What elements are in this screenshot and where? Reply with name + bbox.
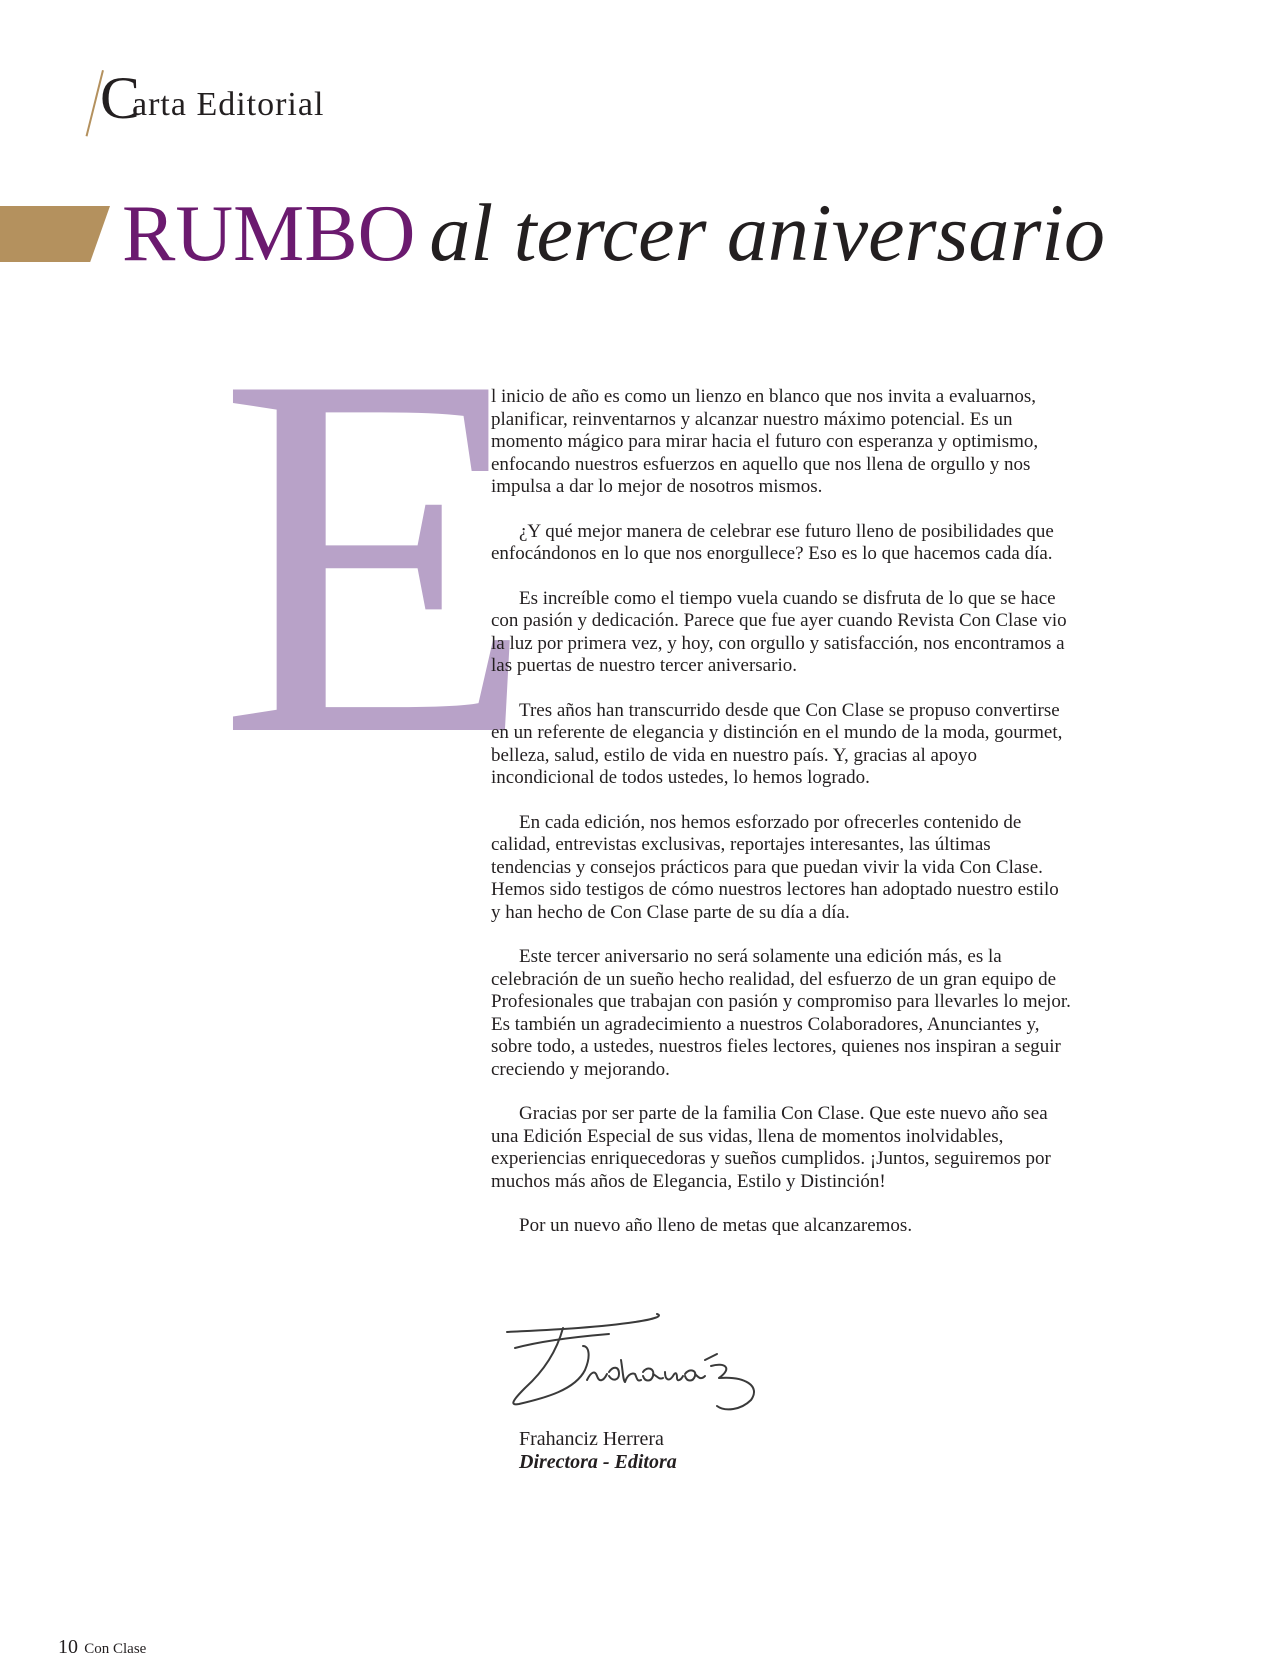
article-paragraph: Tres años han transcurrido desde que Con Clase se propuso convertirse en un referente de elegancia y distinción en el mundo de la moda, gourmet, belleza, salud, estilo de vida en nuestro país. Y, gracias al apoyo incondicional de todos ustedes, lo hemos logrado. bbox=[491, 699, 1063, 788]
section-header bbox=[92, 64, 392, 140]
section-header-initial: C bbox=[100, 65, 141, 131]
page-number: 10 bbox=[58, 1636, 78, 1658]
article-paragraph: ¿Y qué mejor manera de celebrar ese futuro lleno de posibilidades que enfocándonos en lo que nos enorgullece? Eso es lo que hacemos cada día. bbox=[491, 520, 1054, 564]
headline-accent-bar bbox=[0, 206, 110, 262]
article-paragraph: Por un nuevo año lleno de metas que alcanzaremos. bbox=[519, 1215, 913, 1236]
headline bbox=[122, 186, 1105, 280]
magazine-name: Con Clase bbox=[84, 1641, 147, 1657]
page-footer bbox=[58, 1636, 146, 1659]
article-body bbox=[491, 386, 1071, 1260]
drop-cap: E bbox=[218, 268, 536, 843]
article-paragraph: Este tercer aniversario no será solamente una edición más, es la celebración de un sueño hecho realidad, del esfuerzo de un gran equipo de Profesionales que trabajan con pasión y compromiso para llevarles lo mejor. Es también un agradecimiento a nuestros Colaboradores, Anunciantes y, sobre todo, a ustedes, nuestros fieles lectores, quienes nos inspiran a seguir creciendo y mejorando. bbox=[491, 946, 1071, 1080]
article-paragraph: Gracias por ser parte de la familia Con Clase. Que este nuevo año sea una Edición Especial de sus vidas, llena de momentos inolvidables, experiencias enriquecedoras y sueños cumplidos. ¡Juntos, seguiremos por muchos más años de Elegancia, Estilo y Distinción! bbox=[491, 1103, 1051, 1192]
article-paragraph: En cada edición, nos hemos esforzado por ofrecerles contenido de calidad, entrevistas exclusivas, reportajes interesantes, las últimas tendencias y consejos prácticos para que puedan vivir la vida Con Clase. Hemos sido testigos de cómo nuestros lectores han adoptado nuestro estilo y han hecho de Con Clase parte de su día a día. bbox=[491, 811, 1059, 923]
headline-script: al tercer aniversario bbox=[429, 187, 1106, 278]
section-header-label: arta Editorial bbox=[132, 86, 325, 123]
article-paragraph: l inicio de año es como un lienzo en blanco que nos invita a evaluarnos, planificar, reinventarnos y alcanzar nuestro máximo potencial. Es un momento mágico para mirar hacia el futuro con esperanza y optimismo, enfocando nuestros esfuerzos en aquello que nos llena de orgullo y nos impulsa a dar lo mejor de nosotros mismos. bbox=[491, 386, 1039, 497]
article-paragraph: Es increíble como el tiempo vuela cuando se disfruta de lo que se hace con pasión y dedicación. Parece que fue ayer cuando Revista Con Clase vio la luz por primera vez, y hoy, con orgullo y satisfacción, nos encontramos a las puertas de nuestro tercer aniversario. bbox=[491, 587, 1067, 676]
headline-strong: RUMBO bbox=[122, 190, 416, 278]
signer-name: Frahanciz Herrera bbox=[519, 1428, 664, 1450]
handwritten-signature bbox=[505, 1310, 785, 1420]
signer-role: Directora - Editora bbox=[519, 1451, 677, 1473]
